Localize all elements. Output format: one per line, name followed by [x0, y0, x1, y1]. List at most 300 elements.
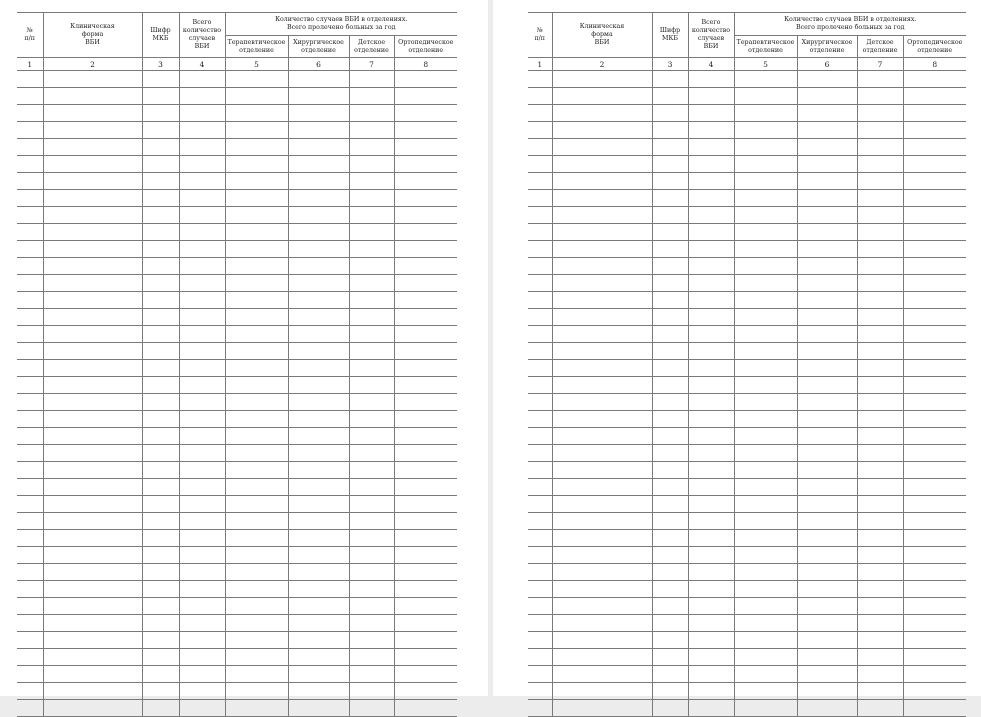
table-cell[interactable]: [797, 343, 857, 360]
table-cell[interactable]: [688, 207, 734, 224]
table-cell[interactable]: [857, 309, 903, 326]
table-cell[interactable]: [43, 292, 142, 309]
table-cell[interactable]: [552, 343, 652, 360]
table-cell[interactable]: [528, 666, 552, 683]
table-cell[interactable]: [394, 649, 457, 666]
table-cell[interactable]: [17, 343, 43, 360]
table-cell[interactable]: [43, 700, 142, 717]
table-cell[interactable]: [225, 496, 288, 513]
table-cell[interactable]: [17, 411, 43, 428]
table-cell[interactable]: [528, 649, 552, 666]
table-cell[interactable]: [225, 122, 288, 139]
table-cell[interactable]: [652, 598, 688, 615]
table-cell[interactable]: [17, 547, 43, 564]
table-cell[interactable]: [857, 513, 903, 530]
table-cell[interactable]: [734, 156, 797, 173]
table-cell[interactable]: [797, 632, 857, 649]
table-cell[interactable]: [734, 445, 797, 462]
table-cell[interactable]: [797, 88, 857, 105]
table-cell[interactable]: [179, 105, 225, 122]
table-cell[interactable]: [797, 700, 857, 717]
table-cell[interactable]: [688, 479, 734, 496]
table-cell[interactable]: [349, 581, 394, 598]
table-cell[interactable]: [857, 530, 903, 547]
table-cell[interactable]: [349, 275, 394, 292]
table-cell[interactable]: [17, 649, 43, 666]
table-cell[interactable]: [179, 445, 225, 462]
table-cell[interactable]: [688, 139, 734, 156]
table-cell[interactable]: [179, 88, 225, 105]
table-cell[interactable]: [17, 666, 43, 683]
table-cell[interactable]: [394, 683, 457, 700]
table-cell[interactable]: [688, 326, 734, 343]
table-cell[interactable]: [903, 666, 966, 683]
table-cell[interactable]: [903, 122, 966, 139]
table-cell[interactable]: [903, 479, 966, 496]
table-cell[interactable]: [394, 326, 457, 343]
table-cell[interactable]: [528, 598, 552, 615]
table-cell[interactable]: [349, 377, 394, 394]
table-cell[interactable]: [734, 581, 797, 598]
table-cell[interactable]: [903, 360, 966, 377]
table-cell[interactable]: [797, 581, 857, 598]
table-cell[interactable]: [43, 666, 142, 683]
table-cell[interactable]: [179, 649, 225, 666]
table-cell[interactable]: [288, 530, 349, 547]
table-cell[interactable]: [225, 105, 288, 122]
table-cell[interactable]: [903, 530, 966, 547]
table-cell[interactable]: [349, 224, 394, 241]
table-cell[interactable]: [797, 105, 857, 122]
table-cell[interactable]: [903, 309, 966, 326]
table-cell[interactable]: [528, 326, 552, 343]
table-cell[interactable]: [797, 683, 857, 700]
table-cell[interactable]: [179, 564, 225, 581]
table-cell[interactable]: [528, 190, 552, 207]
table-cell[interactable]: [552, 411, 652, 428]
table-cell[interactable]: [652, 275, 688, 292]
table-cell[interactable]: [734, 615, 797, 632]
table-cell[interactable]: [734, 479, 797, 496]
table-cell[interactable]: [688, 88, 734, 105]
table-cell[interactable]: [142, 632, 179, 649]
table-cell[interactable]: [394, 496, 457, 513]
table-cell[interactable]: [652, 88, 688, 105]
table-cell[interactable]: [688, 564, 734, 581]
table-cell[interactable]: [903, 292, 966, 309]
table-cell[interactable]: [528, 615, 552, 632]
table-cell[interactable]: [288, 428, 349, 445]
table-cell[interactable]: [652, 156, 688, 173]
table-cell[interactable]: [797, 649, 857, 666]
table-cell[interactable]: [179, 530, 225, 547]
table-cell[interactable]: [552, 496, 652, 513]
table-cell[interactable]: [349, 241, 394, 258]
table-cell[interactable]: [734, 241, 797, 258]
table-cell[interactable]: [688, 666, 734, 683]
table-cell[interactable]: [43, 105, 142, 122]
table-cell[interactable]: [142, 581, 179, 598]
table-cell[interactable]: [903, 496, 966, 513]
table-cell[interactable]: [903, 241, 966, 258]
table-cell[interactable]: [734, 700, 797, 717]
table-cell[interactable]: [688, 530, 734, 547]
table-cell[interactable]: [652, 343, 688, 360]
table-cell[interactable]: [797, 122, 857, 139]
table-cell[interactable]: [179, 632, 225, 649]
table-cell[interactable]: [734, 122, 797, 139]
table-cell[interactable]: [528, 700, 552, 717]
table-cell[interactable]: [857, 496, 903, 513]
table-cell[interactable]: [142, 530, 179, 547]
table-cell[interactable]: [17, 190, 43, 207]
table-cell[interactable]: [225, 224, 288, 241]
table-cell[interactable]: [43, 241, 142, 258]
table-cell[interactable]: [17, 241, 43, 258]
table-cell[interactable]: [652, 224, 688, 241]
table-cell[interactable]: [43, 360, 142, 377]
table-cell[interactable]: [288, 122, 349, 139]
table-cell[interactable]: [349, 309, 394, 326]
table-cell[interactable]: [17, 445, 43, 462]
table-cell[interactable]: [688, 683, 734, 700]
table-cell[interactable]: [394, 411, 457, 428]
table-cell[interactable]: [142, 564, 179, 581]
table-cell[interactable]: [652, 649, 688, 666]
table-cell[interactable]: [652, 258, 688, 275]
table-cell[interactable]: [734, 462, 797, 479]
table-cell[interactable]: [857, 224, 903, 241]
table-cell[interactable]: [652, 292, 688, 309]
table-cell[interactable]: [288, 632, 349, 649]
table-cell[interactable]: [528, 122, 552, 139]
table-cell[interactable]: [734, 105, 797, 122]
table-cell[interactable]: [857, 683, 903, 700]
table-cell[interactable]: [528, 547, 552, 564]
table-cell[interactable]: [179, 598, 225, 615]
table-cell[interactable]: [857, 88, 903, 105]
table-cell[interactable]: [797, 173, 857, 190]
table-cell[interactable]: [528, 71, 552, 88]
table-cell[interactable]: [688, 173, 734, 190]
table-cell[interactable]: [43, 411, 142, 428]
table-cell[interactable]: [142, 513, 179, 530]
table-cell[interactable]: [142, 258, 179, 275]
table-cell[interactable]: [179, 258, 225, 275]
table-cell[interactable]: [734, 309, 797, 326]
table-cell[interactable]: [225, 292, 288, 309]
table-cell[interactable]: [349, 513, 394, 530]
table-cell[interactable]: [179, 666, 225, 683]
table-cell[interactable]: [43, 649, 142, 666]
table-cell[interactable]: [528, 156, 552, 173]
table-cell[interactable]: [688, 360, 734, 377]
table-cell[interactable]: [528, 445, 552, 462]
table-cell[interactable]: [349, 360, 394, 377]
table-cell[interactable]: [688, 122, 734, 139]
table-cell[interactable]: [349, 496, 394, 513]
table-cell[interactable]: [734, 258, 797, 275]
table-cell[interactable]: [797, 224, 857, 241]
table-cell[interactable]: [394, 241, 457, 258]
table-cell[interactable]: [142, 649, 179, 666]
table-cell[interactable]: [349, 122, 394, 139]
table-cell[interactable]: [797, 530, 857, 547]
table-cell[interactable]: [288, 309, 349, 326]
table-cell[interactable]: [734, 666, 797, 683]
table-cell[interactable]: [17, 479, 43, 496]
table-cell[interactable]: [17, 156, 43, 173]
table-cell[interactable]: [17, 530, 43, 547]
table-cell[interactable]: [857, 207, 903, 224]
table-cell[interactable]: [43, 156, 142, 173]
table-cell[interactable]: [43, 581, 142, 598]
table-cell[interactable]: [528, 394, 552, 411]
table-cell[interactable]: [349, 547, 394, 564]
table-cell[interactable]: [179, 139, 225, 156]
table-cell[interactable]: [903, 88, 966, 105]
table-cell[interactable]: [288, 496, 349, 513]
table-cell[interactable]: [797, 207, 857, 224]
table-cell[interactable]: [394, 360, 457, 377]
table-cell[interactable]: [857, 445, 903, 462]
table-cell[interactable]: [652, 496, 688, 513]
table-cell[interactable]: [349, 411, 394, 428]
table-cell[interactable]: [903, 411, 966, 428]
table-cell[interactable]: [17, 377, 43, 394]
table-cell[interactable]: [652, 615, 688, 632]
table-cell[interactable]: [225, 326, 288, 343]
table-cell[interactable]: [528, 275, 552, 292]
table-cell[interactable]: [552, 581, 652, 598]
table-cell[interactable]: [288, 156, 349, 173]
table-cell[interactable]: [688, 156, 734, 173]
table-cell[interactable]: [17, 88, 43, 105]
table-cell[interactable]: [652, 530, 688, 547]
table-cell[interactable]: [903, 462, 966, 479]
table-cell[interactable]: [142, 683, 179, 700]
table-cell[interactable]: [797, 190, 857, 207]
table-cell[interactable]: [688, 411, 734, 428]
table-cell[interactable]: [179, 547, 225, 564]
table-cell[interactable]: [528, 462, 552, 479]
table-cell[interactable]: [903, 649, 966, 666]
table-cell[interactable]: [688, 462, 734, 479]
table-cell[interactable]: [857, 173, 903, 190]
table-cell[interactable]: [903, 326, 966, 343]
table-cell[interactable]: [528, 581, 552, 598]
table-cell[interactable]: [17, 224, 43, 241]
table-cell[interactable]: [552, 360, 652, 377]
table-cell[interactable]: [142, 224, 179, 241]
table-cell[interactable]: [528, 343, 552, 360]
table-cell[interactable]: [903, 445, 966, 462]
table-cell[interactable]: [288, 241, 349, 258]
table-cell[interactable]: [349, 156, 394, 173]
table-cell[interactable]: [225, 156, 288, 173]
table-cell[interactable]: [652, 207, 688, 224]
table-cell[interactable]: [857, 598, 903, 615]
table-cell[interactable]: [225, 547, 288, 564]
table-cell[interactable]: [394, 190, 457, 207]
table-cell[interactable]: [652, 700, 688, 717]
table-cell[interactable]: [225, 700, 288, 717]
table-cell[interactable]: [688, 292, 734, 309]
table-cell[interactable]: [394, 309, 457, 326]
table-cell[interactable]: [17, 513, 43, 530]
table-cell[interactable]: [43, 377, 142, 394]
table-cell[interactable]: [903, 513, 966, 530]
table-cell[interactable]: [349, 649, 394, 666]
table-cell[interactable]: [225, 649, 288, 666]
table-cell[interactable]: [142, 343, 179, 360]
table-cell[interactable]: [288, 462, 349, 479]
table-cell[interactable]: [349, 207, 394, 224]
table-cell[interactable]: [179, 360, 225, 377]
table-cell[interactable]: [179, 224, 225, 241]
table-cell[interactable]: [552, 615, 652, 632]
table-cell[interactable]: [17, 462, 43, 479]
table-cell[interactable]: [797, 71, 857, 88]
table-cell[interactable]: [43, 598, 142, 615]
table-cell[interactable]: [142, 445, 179, 462]
table-cell[interactable]: [903, 632, 966, 649]
table-cell[interactable]: [142, 309, 179, 326]
table-cell[interactable]: [552, 428, 652, 445]
table-cell[interactable]: [652, 241, 688, 258]
table-cell[interactable]: [142, 615, 179, 632]
table-cell[interactable]: [349, 105, 394, 122]
table-cell[interactable]: [652, 666, 688, 683]
table-cell[interactable]: [394, 445, 457, 462]
table-cell[interactable]: [652, 173, 688, 190]
table-cell[interactable]: [528, 496, 552, 513]
table-cell[interactable]: [225, 411, 288, 428]
table-cell[interactable]: [349, 479, 394, 496]
table-cell[interactable]: [225, 581, 288, 598]
table-cell[interactable]: [142, 547, 179, 564]
table-cell[interactable]: [288, 598, 349, 615]
table-cell[interactable]: [652, 326, 688, 343]
table-cell[interactable]: [528, 360, 552, 377]
table-cell[interactable]: [179, 462, 225, 479]
table-cell[interactable]: [903, 564, 966, 581]
table-cell[interactable]: [528, 411, 552, 428]
table-cell[interactable]: [528, 479, 552, 496]
table-cell[interactable]: [734, 139, 797, 156]
table-cell[interactable]: [903, 394, 966, 411]
table-cell[interactable]: [394, 564, 457, 581]
table-cell[interactable]: [225, 71, 288, 88]
table-cell[interactable]: [394, 462, 457, 479]
table-cell[interactable]: [903, 139, 966, 156]
table-cell[interactable]: [903, 275, 966, 292]
table-cell[interactable]: [528, 377, 552, 394]
table-cell[interactable]: [225, 190, 288, 207]
table-cell[interactable]: [179, 173, 225, 190]
table-cell[interactable]: [857, 71, 903, 88]
table-cell[interactable]: [797, 394, 857, 411]
table-cell[interactable]: [349, 615, 394, 632]
table-cell[interactable]: [688, 105, 734, 122]
table-cell[interactable]: [734, 547, 797, 564]
table-cell[interactable]: [688, 394, 734, 411]
table-cell[interactable]: [797, 445, 857, 462]
table-cell[interactable]: [288, 292, 349, 309]
table-cell[interactable]: [349, 343, 394, 360]
table-cell[interactable]: [394, 207, 457, 224]
table-cell[interactable]: [552, 292, 652, 309]
table-cell[interactable]: [142, 88, 179, 105]
table-cell[interactable]: [688, 581, 734, 598]
table-cell[interactable]: [349, 173, 394, 190]
table-cell[interactable]: [394, 547, 457, 564]
table-cell[interactable]: [797, 292, 857, 309]
table-cell[interactable]: [857, 275, 903, 292]
table-cell[interactable]: [552, 632, 652, 649]
table-cell[interactable]: [394, 530, 457, 547]
table-cell[interactable]: [688, 71, 734, 88]
table-cell[interactable]: [179, 581, 225, 598]
table-cell[interactable]: [857, 360, 903, 377]
table-cell[interactable]: [797, 326, 857, 343]
table-cell[interactable]: [179, 326, 225, 343]
table-cell[interactable]: [552, 105, 652, 122]
table-cell[interactable]: [688, 547, 734, 564]
table-cell[interactable]: [225, 683, 288, 700]
table-cell[interactable]: [17, 598, 43, 615]
table-cell[interactable]: [43, 275, 142, 292]
table-cell[interactable]: [797, 411, 857, 428]
table-cell[interactable]: [734, 598, 797, 615]
table-cell[interactable]: [43, 496, 142, 513]
table-cell[interactable]: [225, 598, 288, 615]
table-cell[interactable]: [528, 258, 552, 275]
table-cell[interactable]: [225, 88, 288, 105]
table-cell[interactable]: [43, 190, 142, 207]
table-cell[interactable]: [797, 479, 857, 496]
table-cell[interactable]: [225, 564, 288, 581]
table-cell[interactable]: [225, 428, 288, 445]
table-cell[interactable]: [857, 564, 903, 581]
table-cell[interactable]: [903, 258, 966, 275]
table-cell[interactable]: [43, 309, 142, 326]
table-cell[interactable]: [43, 530, 142, 547]
table-cell[interactable]: [225, 275, 288, 292]
table-cell[interactable]: [734, 360, 797, 377]
table-cell[interactable]: [528, 530, 552, 547]
table-cell[interactable]: [394, 122, 457, 139]
table-cell[interactable]: [288, 224, 349, 241]
table-cell[interactable]: [288, 615, 349, 632]
table-cell[interactable]: [528, 292, 552, 309]
table-cell[interactable]: [528, 513, 552, 530]
table-cell[interactable]: [688, 445, 734, 462]
table-cell[interactable]: [528, 428, 552, 445]
table-cell[interactable]: [349, 394, 394, 411]
table-cell[interactable]: [552, 649, 652, 666]
table-cell[interactable]: [142, 173, 179, 190]
table-cell[interactable]: [179, 428, 225, 445]
table-cell[interactable]: [552, 547, 652, 564]
table-cell[interactable]: [288, 445, 349, 462]
table-cell[interactable]: [43, 326, 142, 343]
table-cell[interactable]: [17, 428, 43, 445]
table-cell[interactable]: [43, 343, 142, 360]
table-cell[interactable]: [857, 411, 903, 428]
table-cell[interactable]: [797, 547, 857, 564]
table-cell[interactable]: [394, 615, 457, 632]
